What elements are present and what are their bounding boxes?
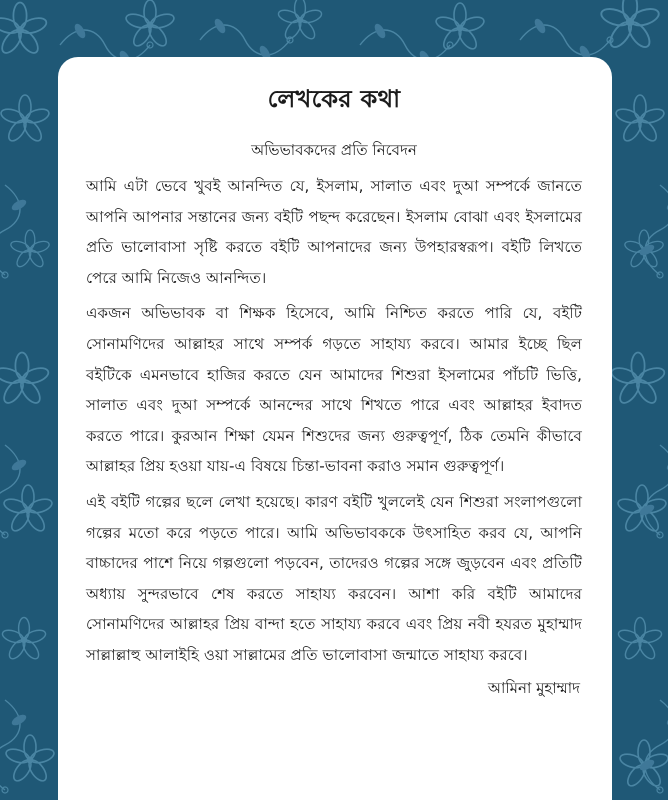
paragraph-1: আমি এটা ভেবে খুবই আনন্দিত যে, ইসলাম, সালাত এবং দুআ সম্পর্কে জানতে আপনি আপনার সন্তানের জন্য বইটি পছন্দ করেছেন। ইসলাম বোঝা এবং ইসলামের প্রতি ভালোবাসা সৃষ্টি করতে বইটি আপনাদের জন্য উপহারস্বরূপ। বইটি লিখতে পেরে আমি নিজেও আনন্দিত।: [86, 177, 582, 287]
page-subtitle: অভিভাবকদের প্রতি নিবেদন: [251, 141, 417, 159]
page-title: লেখকের কথা: [267, 84, 401, 113]
author-signature: আমিনা মুহাম্মাদ: [487, 678, 580, 697]
author-note-card: [58, 57, 612, 800]
paragraph-2: একজন অভিভাবক বা শিক্ষক হিসেবে, আমি নিশ্চিত করতে পারি যে, বইটি সোনামণিদের আল্লাহর সাথে সম্পর্ক গড়তে সাহায্য করবে। আমার ইচ্ছে ছিল বইটিকে এমনভাবে হাজির করতে যেন আমাদের শিশুরা ইসলামের পাঁচটি ভিত্তি, সালাত এবং দুআ সম্পর্কে আনন্দের সাথে শিখতে পারে এবং আল্লাহর ইবাদত করতে পারে। কুরআন শিক্ষা যেমন শিশুদের জন্য গুরুত্বপূর্ণ, ঠিক তেমনি কীভাবে আল্লাহর প্রিয় হওয়া যায়-এ বিষয়ে চিন্তা-ভাবনা করাও সমান গুরুত্বপূর্ণ।: [86, 304, 582, 476]
paragraph-3: এই বইটি গল্পের ছলে লেখা হয়েছে। কারণ বইটি খুললেই যেন শিশুরা সংলাপগুলো গল্পের মতো করে পড়তে পারে। আমি অভিভাবককে উৎসাহিত করব যে, আপনি বাচ্চাদের পাশে নিয়ে গল্পগুলো পড়বেন, তাদেরও গল্পের সঙ্গে জুড়বেন এবং প্রতিটি অধ্যায় সুন্দরভাবে শেষ করতে সাহায্য করবেন। আশা করি বইটি আমাদের সোনামণিদের আল্লাহর প্রিয় বান্দা হতে সাহায্য করবে এবং প্রিয় নবী হযরত মুহাম্মাদ সাল্লাল্লাহু আলাইহি ওয়া সাল্লামের প্রতি ভালোবাসা জন্মাতে সাহায্য করবে।: [86, 492, 582, 664]
